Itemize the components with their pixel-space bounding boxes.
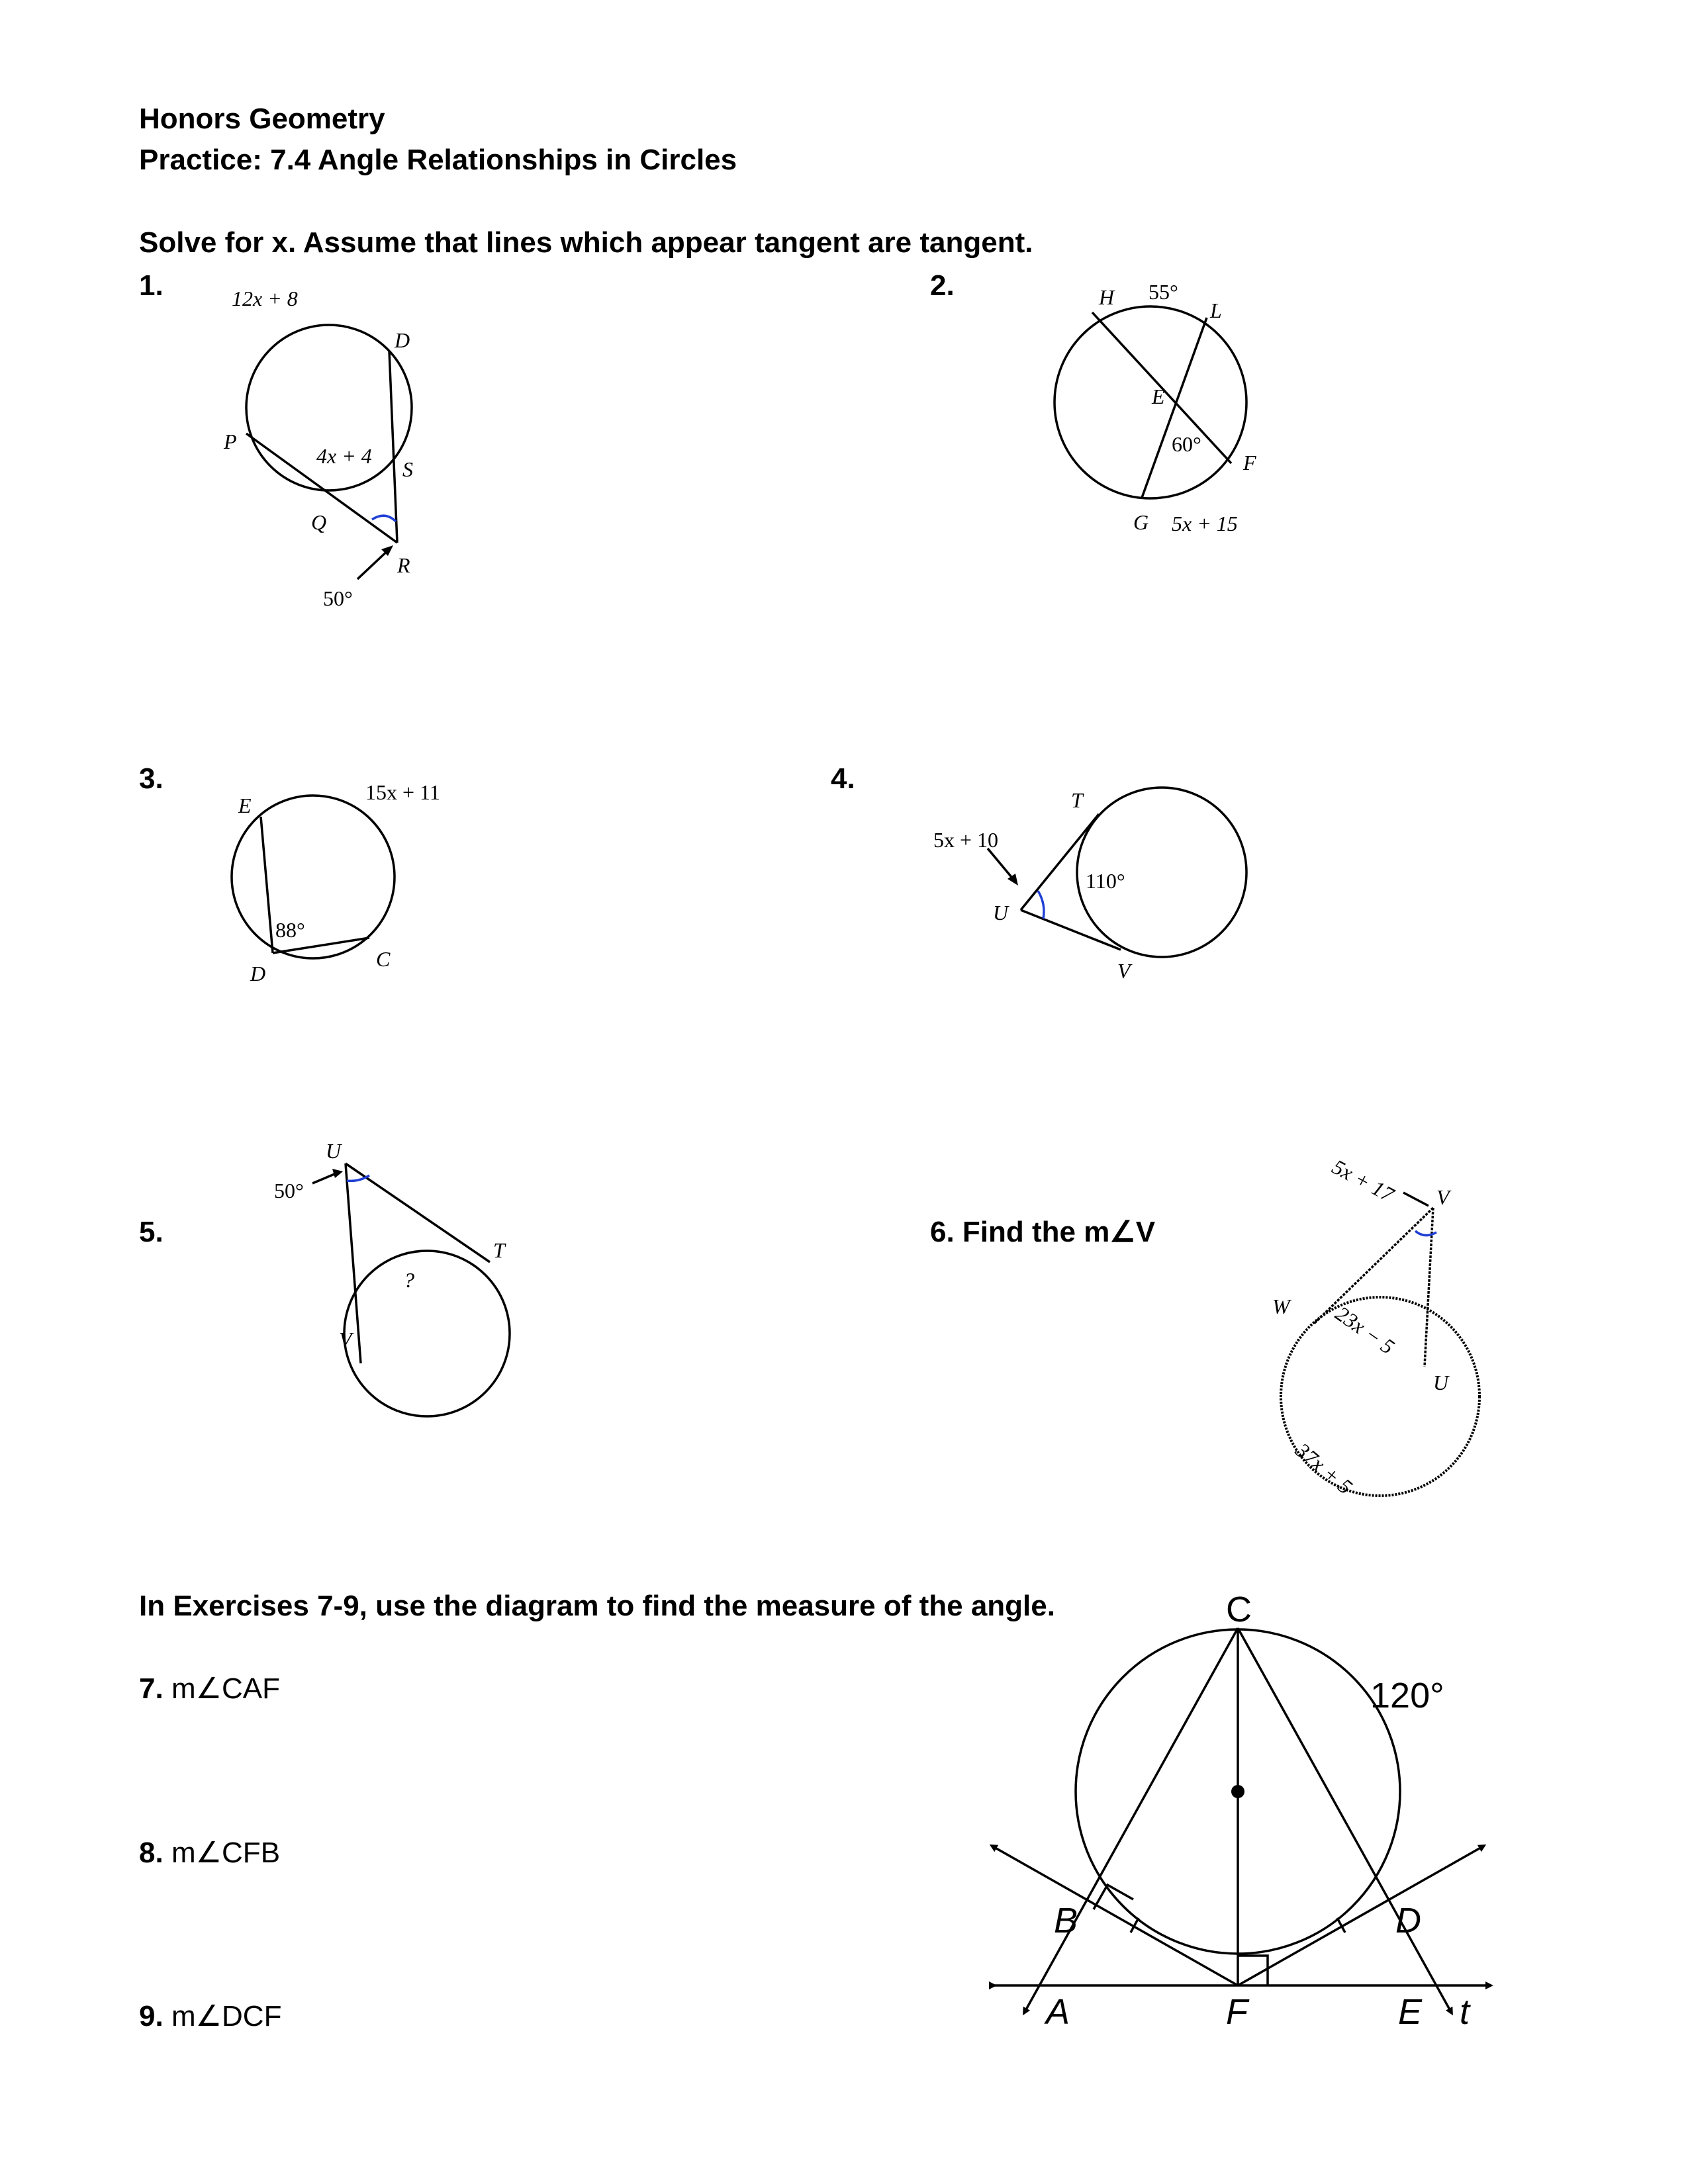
figure-4-arc-label: 110° [1086, 869, 1125, 893]
figure-4-label-u: U [993, 901, 1009, 925]
diagram-label-b: B [1054, 1901, 1078, 1940]
figure-2-angle-label: 60° [1172, 432, 1201, 456]
figure-6-label-w: W [1272, 1295, 1290, 1318]
figure-1-secant-dr [389, 351, 397, 543]
figure-5-arc-label: ? [404, 1268, 414, 1292]
problem-2-number: 2. [930, 269, 955, 302]
figure-5-label-v: V [339, 1328, 352, 1351]
figure-2-label-f: F [1243, 451, 1256, 475]
figure-1-label-p: P [224, 430, 237, 453]
figure-6-arc-big-label: 37x + 5 [1291, 1437, 1358, 1499]
exercise-9-text: m∠DCF [171, 2000, 282, 2032]
figure-5-arrowhead [332, 1169, 343, 1178]
diagram-label-e: E [1398, 1992, 1423, 2032]
exercise-8 [139, 1839, 280, 1868]
figure-6-tangent-vu [1425, 1208, 1433, 1367]
figure-2-arc-top-label: 55° [1149, 280, 1178, 304]
problem-3-number: 3. [139, 762, 164, 795]
figure-3-label-e: E [238, 794, 252, 817]
diagram-label-a: A [1046, 1992, 1070, 2032]
figure-6-pointer-arrow [1403, 1193, 1429, 1206]
instructions-exercises: In Exercises 7-9, use the diagram to find the measure of the angle. [139, 1590, 1055, 1622]
problem-6-title: 6. Find the m∠V [930, 1216, 1156, 1248]
diagram-label-f: F [1226, 1992, 1248, 2032]
figure-5-label-u: U [326, 1139, 342, 1163]
figure-2-label-h: H [1099, 285, 1115, 309]
diagram-line-ca [1025, 1628, 1238, 2012]
diagram-tangent-d [1238, 1846, 1483, 1985]
figure-4-tangent-uv [1021, 910, 1121, 950]
figure-4 [933, 781, 1251, 993]
figure-2-label-g: G [1133, 510, 1149, 534]
figure-6 [1244, 1138, 1509, 1509]
figure-6-label-u: U [1433, 1371, 1449, 1394]
diagram-label-d: D [1395, 1901, 1421, 1940]
figure-6-label-v: V [1436, 1185, 1450, 1209]
instructions-solve: Solve for x. Assume that lines which appear tangent are tangent. [139, 226, 1033, 259]
figure-2-arc-bottom-label: 5x + 15 [1172, 512, 1238, 535]
figure-6-arc-small-label: 23x − 5 [1331, 1301, 1399, 1359]
figure-5-circle [344, 1251, 510, 1416]
figure-3-circle [232, 796, 395, 958]
figure-2-label-l: L [1210, 298, 1222, 322]
figure-4-label-v: V [1117, 959, 1131, 983]
problem-1-number: 1. [139, 269, 164, 302]
exercise-9-number: 9. [139, 2000, 164, 2032]
exercise-7 [139, 1674, 280, 1704]
figure-4-pointer-arrow [988, 848, 1014, 880]
figure-3-label-c: C [376, 947, 391, 971]
exercise-9 [139, 2002, 281, 2031]
diagram-arc-label: 120° [1370, 1676, 1444, 1715]
problem-4-number: 4. [831, 762, 855, 795]
course-title: Honors Geometry [139, 103, 385, 135]
diagram-tangent-b [993, 1846, 1238, 1985]
figure-3-arc-label: 15x + 11 [365, 780, 440, 804]
figure-6-angle-mark [1415, 1231, 1436, 1236]
figure-5-angle-mark [347, 1175, 369, 1181]
figure-6-tangent-vw [1314, 1208, 1433, 1324]
exercise-8-number: 8. [139, 1837, 164, 1869]
figure-6-angle-label: 5x + 17 [1328, 1154, 1398, 1207]
figure-1-label-q: Q [311, 510, 327, 534]
figure-2-circle [1055, 306, 1246, 498]
page-title: Practice: 7.4 Angle Relationships in Circles [139, 144, 737, 176]
figure-1-label-d: D [395, 328, 410, 352]
figure-2 [1033, 271, 1284, 549]
figure-5-tangent-ut [346, 1163, 490, 1262]
figure-1-arc-small-label: 4x + 4 [316, 444, 372, 468]
figure-5-pointer-arrow [312, 1173, 338, 1183]
figure-5-angle-label: 50° [274, 1179, 304, 1203]
figure-4-tangent-ut [1021, 814, 1099, 910]
figure-1 [199, 278, 463, 622]
figure-4-angle-mark [1038, 891, 1044, 919]
figure-1-angle-label: 50° [323, 586, 353, 610]
figure-3-label-d: D [250, 962, 266, 985]
problem-5-number: 5. [139, 1216, 164, 1248]
diagram-label-c: C [1226, 1590, 1252, 1629]
figure-3-chord-ed [261, 817, 273, 953]
exercise-diagram [980, 1590, 1523, 2058]
figure-1-label-r: R [397, 553, 410, 577]
exercise-8-text: m∠CFB [171, 1837, 281, 1869]
diagram-label-t: t [1460, 1992, 1470, 2032]
figure-1-label-s: S [402, 457, 413, 481]
figure-4-angle-label: 5x + 10 [933, 828, 999, 852]
figure-1-angle-mark [372, 516, 396, 522]
figure-2-label-e: E [1152, 385, 1165, 408]
figure-3 [218, 774, 470, 999]
exercise-7-text: m∠CAF [171, 1672, 281, 1705]
figure-4-label-t: T [1071, 788, 1083, 812]
exercise-7-number: 7. [139, 1672, 164, 1705]
figure-5 [265, 1125, 543, 1436]
figure-3-angle-label: 88° [275, 918, 305, 942]
figure-5-label-t: T [493, 1238, 505, 1262]
figure-1-arc-big-label: 12x + 8 [232, 287, 298, 310]
